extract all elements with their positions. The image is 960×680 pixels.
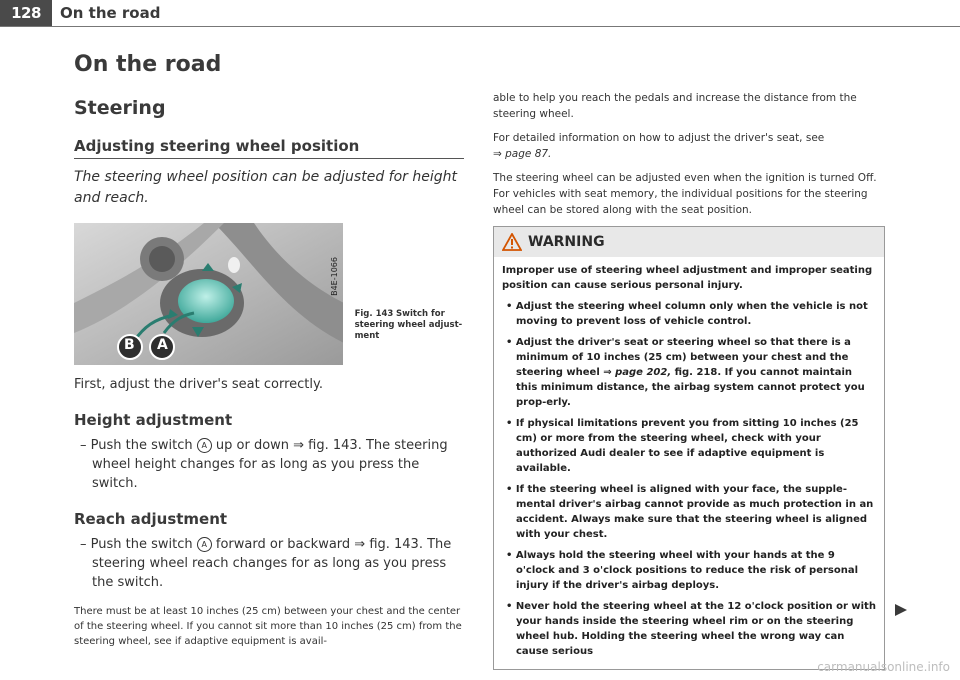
step-text-before: Push the switch (90, 537, 193, 552)
warning-bullet (502, 416, 876, 476)
header-rule (0, 26, 960, 27)
step-text-after: up or down ⇒ fig. 143. The steering wheel height changes for as long as you press the switch. (92, 438, 448, 491)
subsection-rule (74, 158, 464, 159)
warning-title: WARNING (528, 234, 605, 250)
figure-code: B4E-1066 (329, 257, 339, 296)
step-dash: – (80, 438, 87, 453)
right-column (493, 90, 883, 670)
caption-number: Fig. 143 (354, 309, 394, 319)
bullet-text: Adjust the driver's seat or steering wheel so that there is a minimum of 10 inches (25 cm) between your chest and the steering wheel (515, 337, 851, 378)
continue-arrow-icon (893, 603, 909, 617)
bullet-text: Always hold the steering wheel with your hands at the 9 o'clock and 3 o'clock positions to reduce the risk of personal injury if the driver's airbag deploys. (515, 550, 859, 591)
warning-header (494, 227, 884, 257)
chapter-title: On the road (74, 52, 222, 77)
first-paragraph: First, adjust the driver's seat correctly. (74, 377, 323, 392)
step-text-before: Push the switch (90, 438, 193, 453)
warning-box (493, 226, 885, 670)
page-202-link[interactable]: ⇒ page 202, (603, 367, 672, 378)
label-b: B (124, 337, 135, 353)
page-number: 128 (0, 0, 52, 26)
bullet-text: Never hold the steering wheel at the 12 o'clock position or with your hands inside the steering wheel rim or on the steering wheel hub. Holding the steering wheel the wrong way can cause serious (515, 601, 876, 657)
switch-a-symbol: A (197, 537, 212, 552)
height-heading: Height adjustment (74, 411, 233, 429)
ignition-paragraph: The steering wheel can be adjusted even when the ignition is turned Off. For vehicles with seat memory, the individual positions for the steering wheel can be stored along with the seat position. (493, 172, 877, 216)
seat-reference-paragraph (493, 130, 883, 162)
warning-bullet (502, 482, 876, 542)
bullet-mark: • (506, 418, 513, 429)
step-dash: – (80, 537, 87, 552)
bullet-mark: • (506, 337, 513, 348)
intro-text: The steering wheel position can be adjusted for height and reach. (74, 169, 457, 206)
bullet-mark: • (506, 601, 513, 612)
reach-step (74, 535, 464, 592)
bullet-mark: • (506, 301, 513, 312)
warning-bullet (502, 599, 876, 659)
caption-text: Switch for steering wheel adjust-ment (354, 309, 463, 341)
figure-caption (355, 223, 464, 365)
switch-a-symbol: A (197, 438, 212, 453)
bullet-text: If physical limitations prevent you from sitting 10 inches (25 cm) or more from the steering wheel, check with your authorized Audi dealer to see if adaptive equipment is available. (515, 418, 859, 474)
running-title: On the road (60, 4, 161, 22)
warning-bullet (502, 335, 876, 410)
distance-note: There must be at least 10 inches (25 cm) between your chest and the center of the steering wheel. If you cannot sit more than 10 inches (25 cm) from the steering wheel, see if adaptive equipment is avail- (74, 606, 462, 647)
warning-body (494, 257, 884, 669)
page-87-link[interactable]: ⇒ page 87. (493, 148, 552, 160)
height-step (74, 436, 464, 493)
label-a: A (157, 337, 168, 353)
figure-row (74, 223, 464, 365)
warning-triangle-icon (502, 233, 522, 251)
warning-bullet (502, 299, 876, 329)
bullet-text: Adjust the steering wheel column only when the vehicle is not moving to prevent loss of vehicle control. (515, 301, 868, 327)
reach-heading: Reach adjustment (74, 510, 228, 528)
watermark: carmanualsonline.info (817, 660, 950, 674)
bullet-text: fig. 218. If you cannot maintain this minimum distance, the airbag system cannot protect you prop-erly. (516, 367, 865, 408)
bullet-text: If the steering wheel is aligned with your face, the supple-mental driver's airbag cannot provide as much protection in an accident. Always make sure that the steering wheel is aligned with your chest. (515, 484, 874, 540)
page-header (0, 0, 960, 26)
warning-bullet (502, 548, 876, 593)
left-column (74, 44, 464, 649)
bullet-mark: • (506, 484, 513, 495)
continued-paragraph: able to help you reach the pedals and increase the distance from the steering wheel. (493, 92, 857, 120)
section-title: Steering (74, 97, 166, 119)
warning-lead: Improper use of steering wheel adjustment and improper seating position can cause serious personal injury. (502, 265, 873, 291)
seat-reference-text: For detailed information on how to adjust the driver's seat, see (493, 132, 825, 144)
step-text-after: forward or backward ⇒ fig. 143. The steering wheel reach changes for as long as you press the switch. (92, 537, 452, 590)
steering-switch-illustration (74, 223, 343, 365)
subsection-title: Adjusting steering wheel position (74, 137, 360, 155)
bullet-mark: • (506, 550, 513, 561)
steering-switch-figure (74, 223, 343, 365)
